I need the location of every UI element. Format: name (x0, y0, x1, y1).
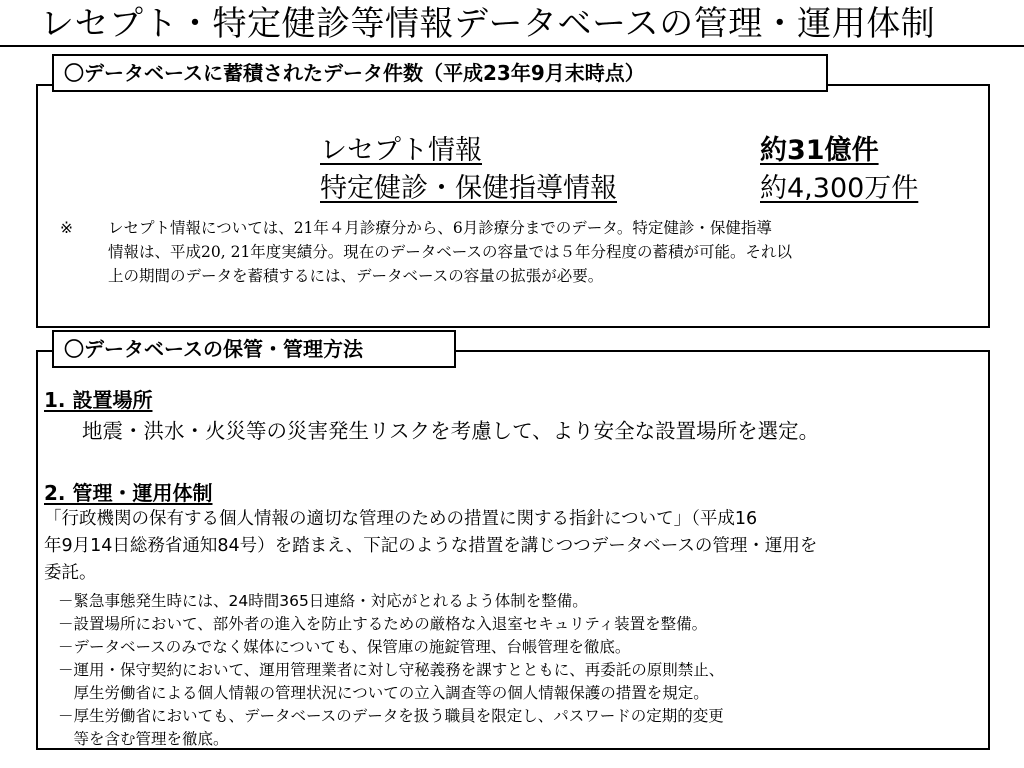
note-mark: ※ (60, 219, 73, 237)
note-line: レセプト情報については、21年４月診療分から、6月診療分までのデータ。特定健診・保健指導 (108, 219, 772, 237)
receipt-stat-value: 約31億件 (760, 135, 879, 166)
note-line: 情報は、平成20, 21年度実績分。現在のデータベースの容量では５年分程度の蓄積が可能。それ以 (108, 243, 793, 261)
measures-list (58, 590, 978, 751)
title-underline (0, 45, 1024, 47)
receipt-stat-label: レセプト情報 (320, 135, 482, 166)
data-count-section (36, 84, 990, 328)
management-system-paragraph (44, 506, 984, 587)
installation-site-heading: 1. 設置場所 (44, 388, 153, 412)
measure-item: －厚生労働省においても、データベースのデータを扱う職員を限定し、パスワードの定期的変更 (58, 707, 724, 725)
paragraph-line: 委託。 (44, 563, 97, 583)
measure-item: 厚生労働省による個人情報の管理状況についての立入調査等の個人情報保護の措置を規定。 (58, 684, 709, 702)
measure-item: －データベースのみでなく媒体についても、保管庫の施錠管理、台帳管理を徹底。 (58, 638, 631, 656)
storage-management-section-label: 〇データベースの保管・管理方法 (52, 330, 456, 368)
health-checkup-stat-label: 特定健診・保健指導情報 (320, 173, 617, 204)
measure-item: －設置場所において、部外者の進入を防止するための厳格な入退室セキュリティ装置を整備。 (58, 615, 708, 633)
health-checkup-stat-value: 約4,300万件 (760, 173, 919, 204)
paragraph-line: 「行政機関の保有する個人情報の適切な管理のための措置に関する指針について」（平成16 (44, 509, 758, 529)
data-count-section-label: 〇データベースに蓄積されたデータ件数（平成23年9月末時点） (52, 54, 828, 92)
page-title: レセプト・特定健診等情報データベースの管理・運用体制 (40, 4, 936, 44)
measure-item: 等を含む管理を徹底。 (58, 730, 229, 748)
measure-item: －緊急事態発生時には、24時間365日連絡・対応がとれるよう体制を整備。 (58, 592, 588, 610)
note-line: 上の期間のデータを蓄積するには、データベースの容量の拡張が必要。 (108, 267, 604, 285)
installation-site-text: 地震・洪水・火災等の災害発生リスクを考慮して、より安全な設置場所を選定。 (82, 419, 820, 443)
measure-item: －運用・保守契約において、運用管理業者に対し守秘義務を課すとともに、再委託の原則禁止、 (58, 661, 725, 679)
management-system-heading: 2. 管理・運用体制 (44, 481, 213, 505)
paragraph-line: 年9月14日総務省通知84号）を踏まえ、下記のような措置を講じつつデータベースの管理・運用を (44, 536, 818, 556)
